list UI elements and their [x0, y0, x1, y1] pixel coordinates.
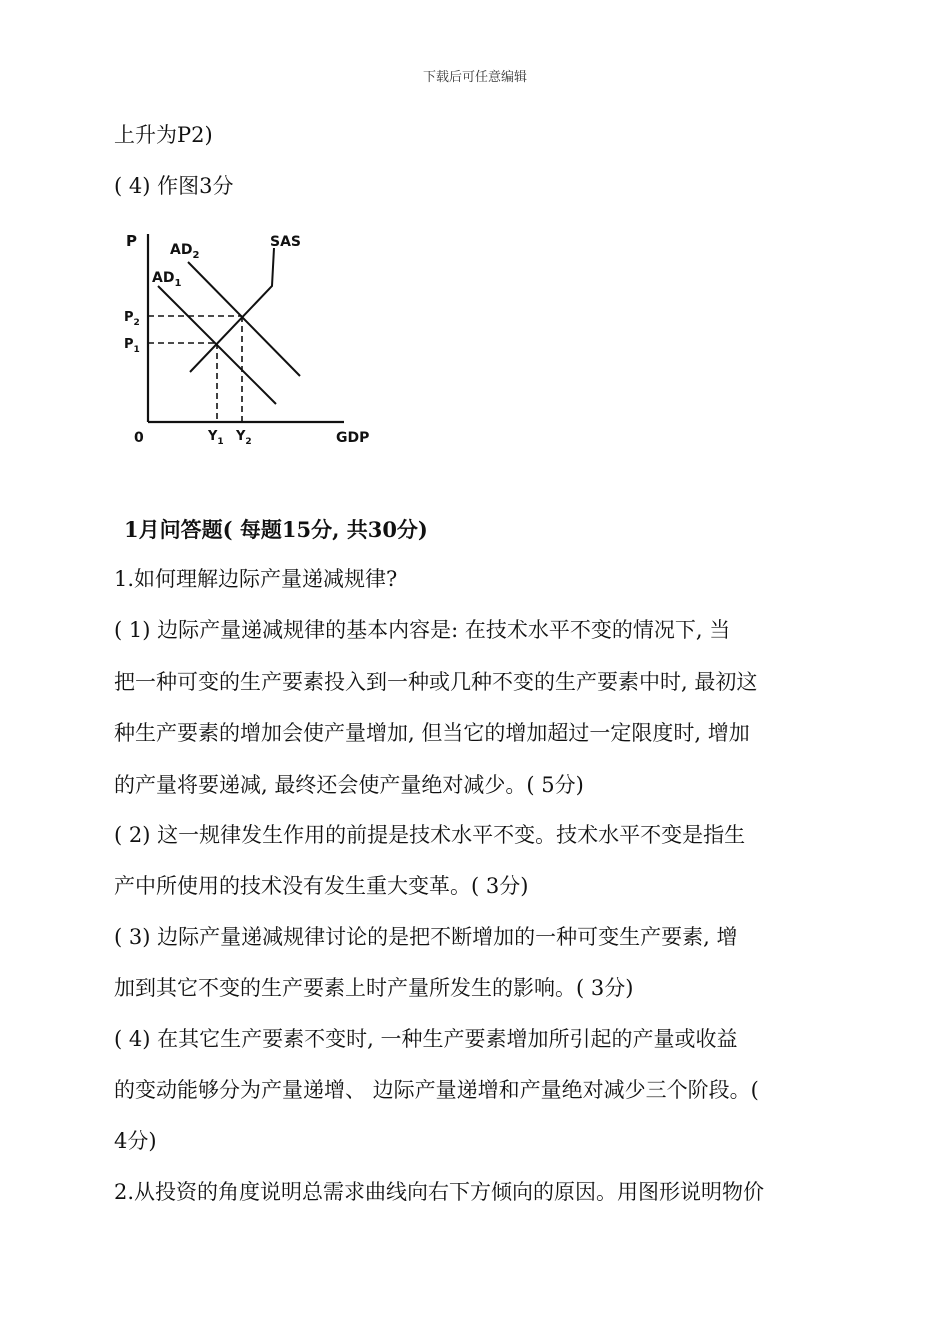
body-line: 种生产要素的增加会使产量增加, 但当它的增加超过一定限度时, 增加: [114, 721, 750, 745]
x-axis-label: GDP: [336, 430, 370, 446]
intro-line-1: 上升为P2): [114, 123, 213, 147]
section-title: 1月问答题( 每题15分, 共30分): [124, 517, 428, 542]
ad-as-diagram: [118, 226, 380, 450]
body-line: 的产量将要递减, 最终还会使产量绝对减少。( 5分): [114, 773, 584, 797]
body-line: 加到其它不变的生产要素上时产量所发生的影响。( 3分): [114, 976, 634, 1000]
page-header: 下载后可任意编辑: [422, 70, 527, 85]
body-line: 产中所使用的技术没有发生重大变革。( 3分): [114, 874, 529, 898]
sas-curve: [190, 248, 274, 372]
body-line: ( 2) 这一规律发生作用的前提是技术水平不变。技术水平不变是指生: [114, 823, 746, 847]
ad1-label: $AD_1$: [152, 270, 182, 289]
y1-label: $Y_1$: [208, 429, 224, 447]
body-line: ( 3) 边际产量递减规律讨论的是把不断增加的一种可变生产要素, 增: [114, 925, 738, 949]
body-line: ( 4) 在其它生产要素不变时, 一种生产要素增加所引起的产量或收益: [114, 1027, 738, 1051]
ad2-curve: [188, 262, 300, 376]
body-line: ( 1) 边际产量递减规律的基本内容是: 在技术水平不变的情况下, 当: [114, 618, 731, 642]
y2-label: $Y_2$: [236, 429, 252, 447]
intro-line-2: ( 4) 作图3分: [114, 174, 234, 198]
body-line: 2.从投资的角度说明总需求曲线向右下方倾向的原因。用图形说明物价: [114, 1180, 765, 1204]
origin-label: 0: [134, 430, 144, 446]
y-axis-label: P: [126, 232, 137, 250]
body-line: 的变动能够分为产量递增、 边际产量递增和产量绝对减少三个阶段。(: [114, 1078, 759, 1102]
p1-label: $P_1$: [124, 337, 140, 355]
sas-label: SAS: [270, 234, 302, 250]
body-line: 1.如何理解边际产量递减规律?: [114, 567, 398, 591]
body-line: 4分): [114, 1129, 157, 1153]
ad-as-svg: [118, 226, 380, 450]
body-line: 把一种可变的生产要素投入到一种或几种不变的生产要素中时, 最初这: [114, 670, 758, 694]
p2-label: $P_2$: [124, 310, 140, 328]
ad2-label: $AD_2$: [170, 242, 200, 261]
